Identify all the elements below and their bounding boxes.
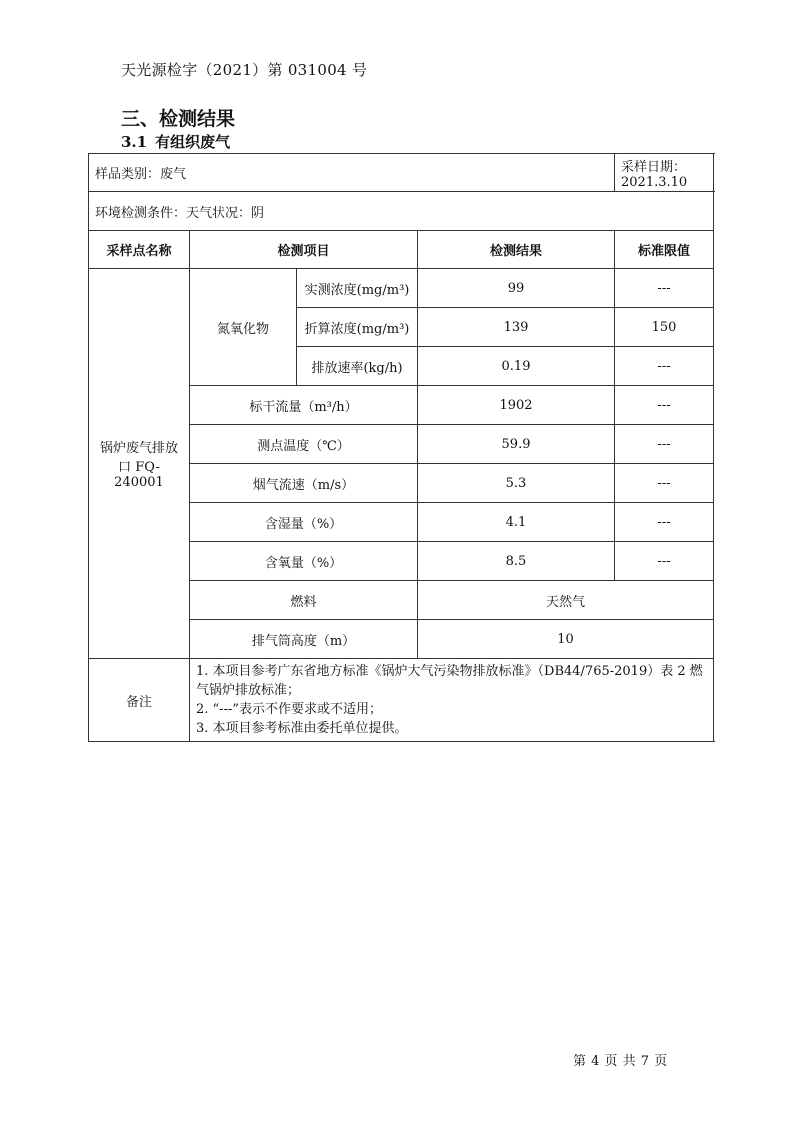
nox-label-cell: 氮氧化物 bbox=[190, 269, 297, 386]
item-cell: 含氧量（%） bbox=[190, 542, 418, 581]
column-header-point: 采样点名称 bbox=[89, 231, 190, 269]
result-cell: 0.19 bbox=[418, 347, 615, 386]
remarks-body-cell bbox=[190, 659, 714, 742]
result-cell: 5.3 bbox=[418, 464, 615, 503]
subsection-number: 3.1 bbox=[121, 133, 148, 151]
table-row bbox=[89, 192, 714, 231]
remark-line: 3. 本项目参考标准由委托单位提供。 bbox=[196, 721, 408, 736]
remark-line: 1. 本项目参考广东省地方标准《锅炉大气污染物排放标准》（DB44/765-2019）表 2 燃气锅炉排放标准； bbox=[196, 664, 703, 698]
limit-cell: 150 bbox=[615, 308, 714, 347]
section-title: 三、检测结果 bbox=[121, 108, 236, 130]
limit-cell: --- bbox=[615, 464, 714, 503]
table-row bbox=[89, 269, 714, 308]
limit-cell: --- bbox=[615, 347, 714, 386]
remark-line: 2. “---”表示不作要求或不适用； bbox=[196, 702, 383, 717]
limit-cell: --- bbox=[615, 269, 714, 308]
nox-sub-item: 实测浓度(mg/m³) bbox=[297, 269, 418, 308]
results-table bbox=[88, 153, 714, 742]
fuel-item-cell: 燃料 bbox=[190, 581, 418, 620]
sampling-date-cell: 采样日期：2021.3.10 bbox=[615, 154, 714, 192]
nox-sub-item: 排放速率(kg/h) bbox=[297, 347, 418, 386]
remarks-row bbox=[89, 659, 714, 742]
item-cell: 标干流量（m³/h） bbox=[190, 386, 418, 425]
result-cell: 8.5 bbox=[418, 542, 615, 581]
column-header-row bbox=[89, 231, 714, 269]
column-header-result: 检测结果 bbox=[418, 231, 615, 269]
subsection-label: 有组织废气 bbox=[155, 133, 231, 151]
table-row bbox=[89, 154, 714, 192]
result-cell: 139 bbox=[418, 308, 615, 347]
column-header-item: 检测项目 bbox=[190, 231, 418, 269]
fuel-value-cell: 天然气 bbox=[418, 581, 714, 620]
limit-cell: --- bbox=[615, 503, 714, 542]
limit-cell: --- bbox=[615, 542, 714, 581]
result-cell: 4.1 bbox=[418, 503, 615, 542]
report-number: 天光源检字（2021）第 031004 号 bbox=[121, 61, 368, 79]
environment-cell: 环境检测条件：天气状况：阴 bbox=[89, 192, 714, 231]
result-cell: 1902 bbox=[418, 386, 615, 425]
result-cell: 59.9 bbox=[418, 425, 615, 464]
sampling-point-cell: 锅炉废气排放口 FQ-240001 bbox=[89, 269, 190, 659]
limit-cell: --- bbox=[615, 386, 714, 425]
stack-height-item-cell: 排气筒高度（m） bbox=[190, 620, 418, 659]
result-cell: 99 bbox=[418, 269, 615, 308]
column-header-limit: 标准限值 bbox=[615, 231, 714, 269]
item-cell: 含湿量（%） bbox=[190, 503, 418, 542]
subsection-title bbox=[121, 131, 230, 152]
nox-sub-item: 折算浓度(mg/m³) bbox=[297, 308, 418, 347]
sample-category-cell: 样品类别：废气 bbox=[89, 154, 615, 192]
stack-height-value-cell: 10 bbox=[418, 620, 714, 659]
remarks-label-cell: 备注 bbox=[89, 659, 190, 742]
page-footer: 第 4 页 共 7 页 bbox=[573, 1054, 668, 1069]
item-cell: 测点温度（℃） bbox=[190, 425, 418, 464]
item-cell: 烟气流速（m/s） bbox=[190, 464, 418, 503]
limit-cell: --- bbox=[615, 425, 714, 464]
